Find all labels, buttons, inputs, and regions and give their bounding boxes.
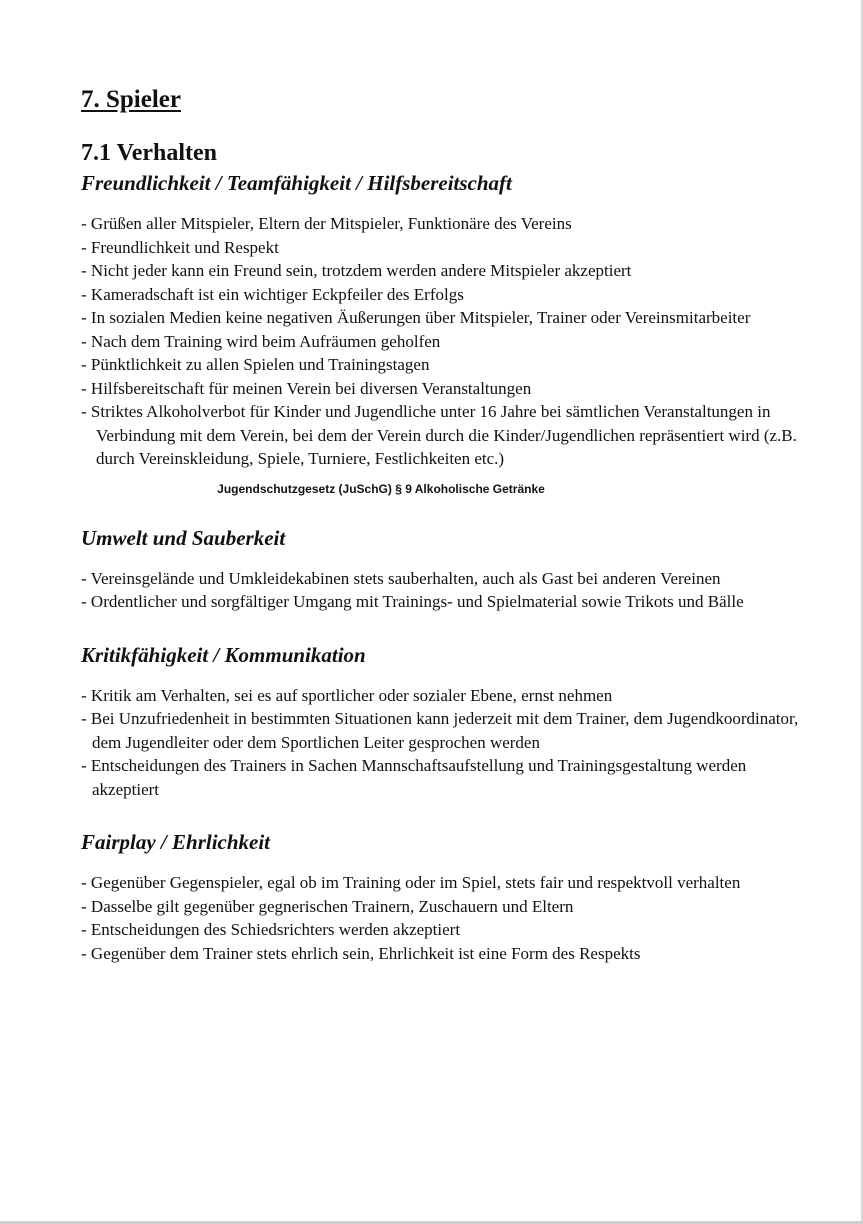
section-title: 7.1 Verhalten [81,140,218,166]
chapter-title: 7. Spieler [81,86,181,113]
subsection-heading-friendliness: Freundlichkeit / Teamfähigkeit / Hilfsbereitschaft [81,171,512,195]
subsection-heading-fairplay: Fairplay / Ehrlichkeit [81,830,271,854]
list-item: - Nicht jeder kann ein Freund sein, trotzdem werden andere Mitspieler akzeptiert [81,261,632,280]
page-content [81,82,801,965]
environment-list [81,567,801,614]
subsection-heading-environment: Umwelt und Sauberkeit [81,525,286,550]
list-item: - Pünktlichkeit zu allen Spielen und Trainingstagen [81,355,430,374]
list-item: - Entscheidungen des Trainers in Sachen Mannschaftsaufstellung und Trainingsgestaltung werden akzeptiert [81,756,747,799]
list-item: - Gegenüber dem Trainer stets ehrlich sein, Ehrlichkeit ist eine Form des Respekts [81,943,641,963]
list-item: - Gegenüber Gegenspieler, egal ob im Training oder im Spiel, stets fair und respektvoll verhalten [81,873,741,892]
fairplay-list [81,871,801,965]
friendliness-list [81,212,801,471]
list-item: - Grüßen aller Mitspieler, Eltern der Mitspieler, Funktionäre des Vereins [81,214,572,233]
list-item: - Nach dem Training wird beim Aufräumen geholfen [81,331,441,351]
list-item: - Dasselbe gilt gegenüber gegnerischen Trainern, Zuschauern und Eltern [81,896,574,916]
list-item: - Freundlichkeit und Respekt [81,237,279,257]
subsection-heading-communication: Kritikfähigkeit / Kommunikation [81,642,366,667]
list-item: - Striktes Alkoholverbot für Kinder und Jugendliche unter 16 Jahre bei sämtlichen Veranstaltungen in Verbindung mit dem Verein, bei dem der Verein durch die Kinder/Jugendlichen repräsentiert wird (z.B. durch Vereinskleidung, Spiele, Turniere, Festlichkeiten etc.) [81,402,797,468]
list-item: - Hilfsbereitschaft für meinen Verein bei diversen Veranstaltungen [81,378,532,398]
list-item: - Ordentlicher und sorgfältiger Umgang mit Trainings- und Spielmaterial sowie Trikots und Bälle [81,592,744,611]
legal-reference-note: Jugendschutzgesetz (JuSchG) § 9 Alkoholische Getränke [217,481,545,496]
communication-list [81,684,801,802]
list-item: - Kritik am Verhalten, sei es auf sportlicher oder sozialer Ebene, ernst nehmen [81,685,613,705]
list-item: - Vereinsgelände und Umkleidekabinen stets sauberhalten, auch als Gast bei anderen Vereinen [81,568,721,588]
list-item: - Bei Unzufriedenheit in bestimmten Situationen kann jederzeit mit dem Trainer, dem Jugendkoordinator, dem Jugendleiter oder dem Sportlichen Leiter gesprochen werden [81,709,799,752]
list-item: - Kameradschaft ist ein wichtiger Eckpfeiler des Erfolgs [81,284,464,304]
list-item: - Entscheidungen des Schiedsrichters werden akzeptiert [81,920,461,939]
list-item: - In sozialen Medien keine negativen Äußerungen über Mitspieler, Trainer oder Vereinsmitarbeiter [81,308,751,327]
